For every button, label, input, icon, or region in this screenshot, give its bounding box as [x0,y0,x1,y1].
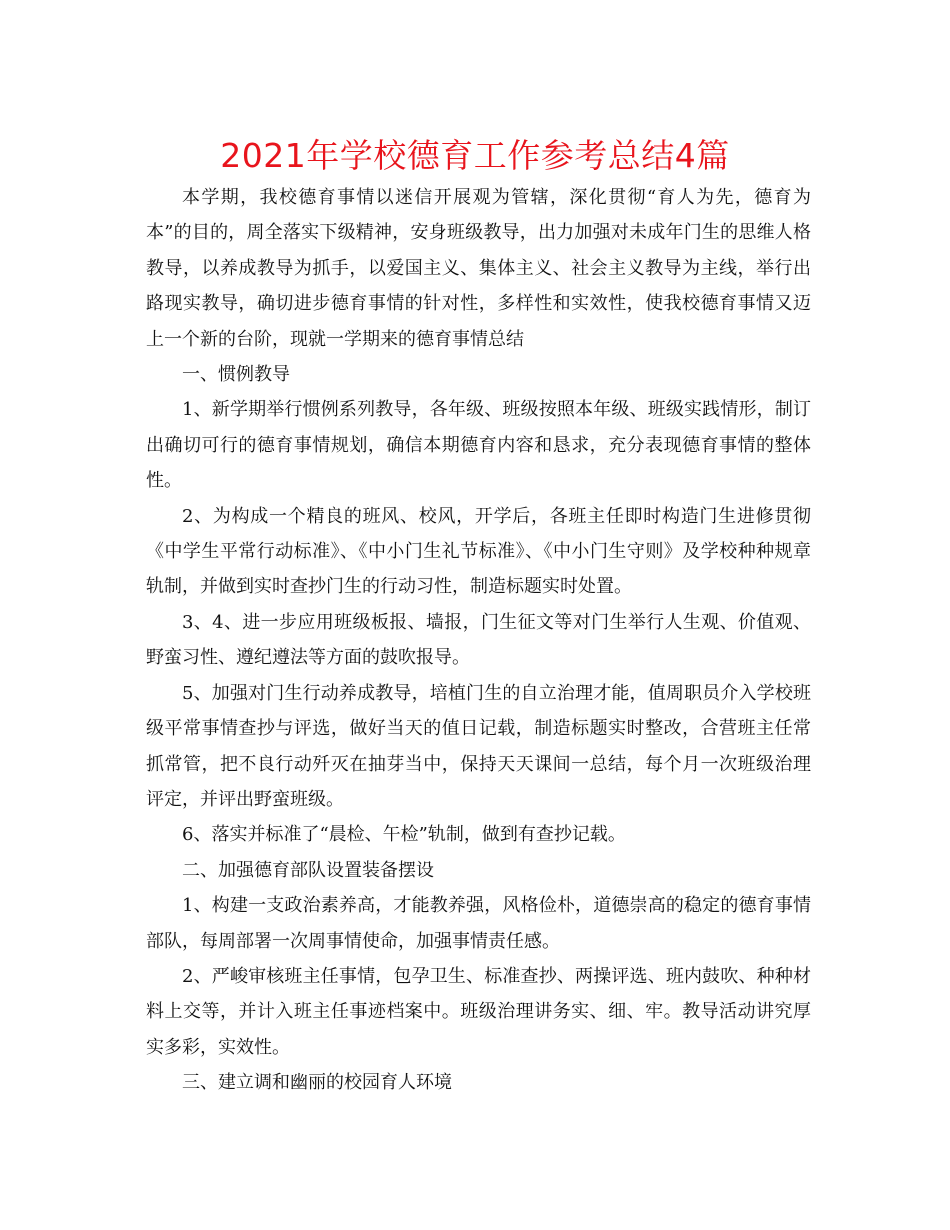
paragraph-1-5: 5、加强对门生行动养成教导，培植门生的自立治理才能，值周职员介入学校班级平常事情查抄与评选，做好当天的值日记载，制造标题实时整改，合营班主任常抓常管，把不良行动歼灭在抽芽当中，保持天天课间一总结，每个月一次班级治理评定，并评出野蛮班级。 [146,682,811,810]
document-body [146,180,811,1101]
paragraph-1-2: 2、为构成一个精良的班风、校风，开学后，各班主任即时构造门生进修贯彻《中学生平常行动标准》、《中小门生礼节标准》、《中小门生守则》及学校种种规章轨制，并做到实时查抄门生的行动习性，制造标题实时处置。 [146,505,811,598]
section-heading-1: 一、惯例教导 [182,364,290,386]
paragraph-1-1: 1、新学期举行惯例系列教导，各年级、班级按照本年级、班级实践情形，制订出确切可行的德育事情规划，确信本期德育内容和恳求，充分表现德育事情的整体性。 [146,399,811,492]
paragraph-2-2: 2、严峻审核班主任事情，包孕卫生、标准查抄、两操评选、班内鼓吹、种种材料上交等，并计入班主任事迹档案中。班级治理讲务实、细、牢。教导活动讲究厚实多彩，实效性。 [146,965,811,1058]
section-heading-3: 三、建立调和幽丽的校园育人环境 [182,1072,452,1094]
paragraph-2-1: 1、构建一支政治素养高，才能教养强，风格俭朴，道德崇高的稳定的德育事情部队，每周部署一次周事情使命，加强事情责任感。 [146,895,811,952]
document-title: 2021年学校德育工作参考总结4篇 [220,136,730,175]
paragraph-1-6: 6、落实并标准了“晨检、午检”轨制，做到有查抄记载。 [182,824,626,846]
section-heading-2: 二、加强德育部队设置装备摆设 [182,859,434,881]
paragraph-intro: 本学期，我校德育事情以迷信开展观为管辖，深化贯彻“育人为先，德育为本”的目的，周全落实下级精神，安身班级教导，出力加强对未成年门生的思维人格教导，以养成教导为抓手，以爱国主义、集体主义、社会主义教导为主线，举行出路现实教导，确切进步德育事情的针对性，多样性和实效性，使我校德育事情又迈上一个新的台阶，现就一学期来的德育事情总结 [146,187,811,350]
paragraph-1-3: 3、4、进一步应用班级板报、墙报，门生征文等对门生举行人生观、价值观、野蛮习性、遵纪遵法等方面的鼓吹报导。 [146,611,811,669]
